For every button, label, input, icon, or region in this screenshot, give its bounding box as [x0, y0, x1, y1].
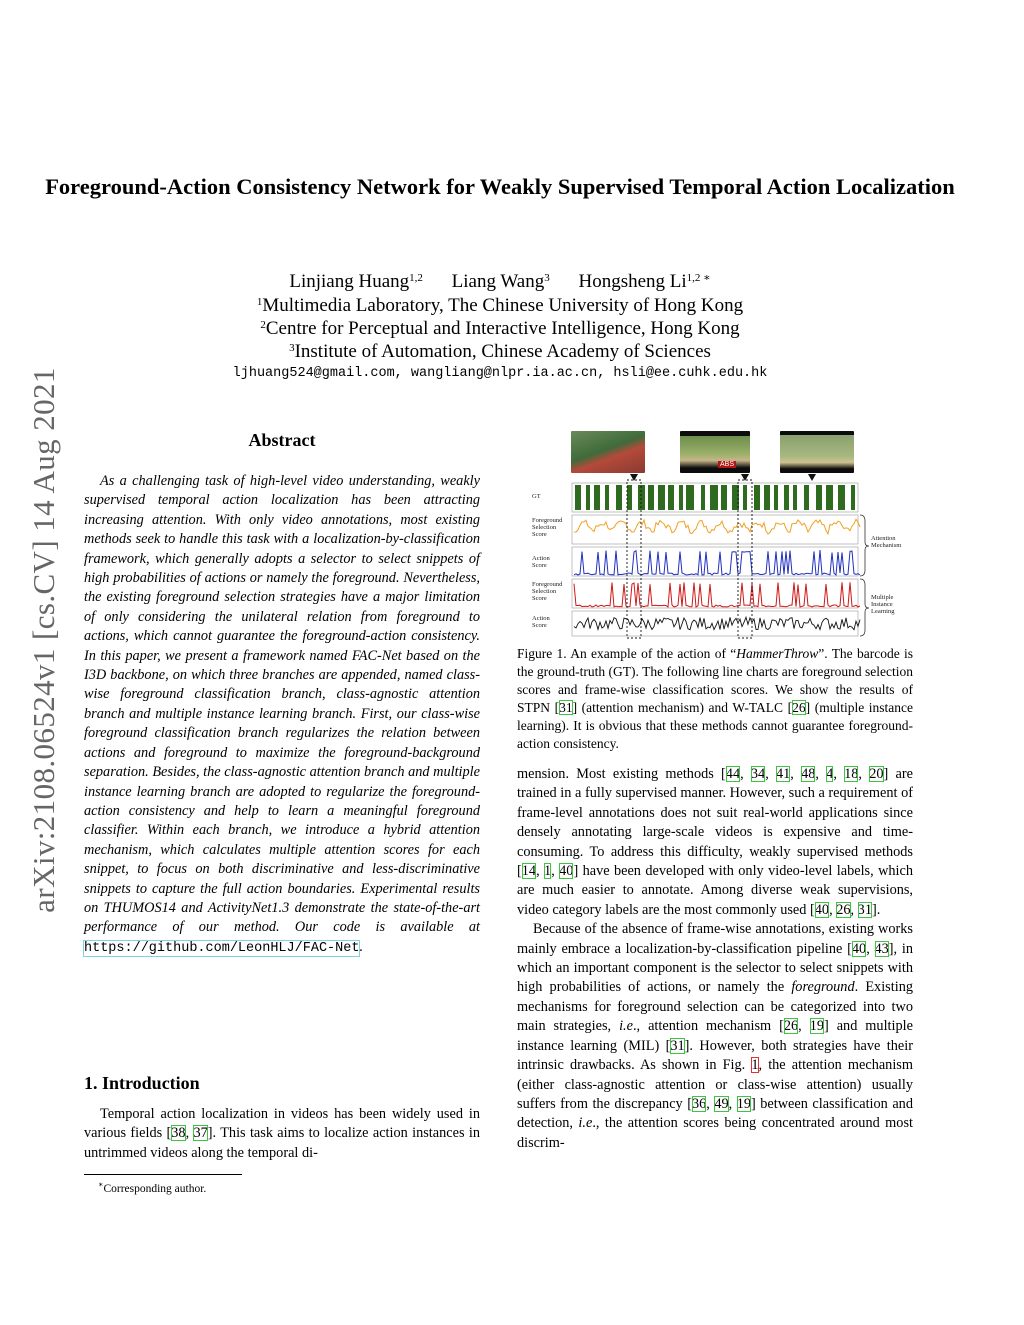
row-labels	[532, 493, 563, 629]
citation-link[interactable]: 26	[783, 1018, 799, 1035]
text-run: ,	[829, 901, 837, 918]
citation-link[interactable]: 40	[814, 901, 830, 918]
row-label: GT	[532, 493, 541, 500]
citation-link[interactable]: 43	[874, 940, 889, 957]
gt-bar	[701, 485, 705, 510]
text-run: Because of the absence of frame-wise annotations, existing works mainly embrace a localization-by-classification pipeline [	[517, 921, 913, 957]
text-run: ,	[536, 863, 545, 880]
text-run: ], in which an important component is the selector to select snippets with high probabilities of actions, or namely the	[517, 940, 913, 996]
text-run: ,	[706, 1095, 715, 1112]
citation-link[interactable]: 19	[809, 1018, 824, 1035]
gt-bar	[648, 485, 654, 510]
text-run: mension. Most existing methods [	[517, 766, 726, 782]
gt-bar	[721, 485, 727, 510]
gt-bar	[575, 485, 581, 510]
citation-link[interactable]: 49	[714, 1095, 729, 1112]
text-run: ,	[728, 1095, 737, 1112]
code-url-link[interactable]: https://github.com/LeonHLJ/FAC-Net	[84, 940, 360, 956]
author: Liang Wang$^3$	[451, 271, 550, 292]
gt-bar	[784, 485, 789, 510]
row-label: Foreground Selection Score	[532, 517, 563, 538]
text-run: . Existing mechanisms for foreground selection can be categorized into two main strategies,	[517, 979, 913, 1035]
text-run: ]. However, both strategies have their intrinsic drawbacks. As shown in Fig.	[517, 1037, 913, 1074]
group-label-attention-mechanism: Attention Mechanism	[871, 535, 902, 549]
arrow-marker	[808, 474, 816, 481]
citation-link[interactable]: 41	[775, 766, 791, 782]
citation-link[interactable]: 37	[193, 1125, 208, 1142]
plot-frame	[572, 611, 858, 636]
gt-bar	[616, 485, 622, 510]
text-run: , the attention mechanism (either class-agnostic attention or class-wise attention) usually suffers from the discrepancy [	[517, 1057, 913, 1112]
authors	[0, 267, 1000, 293]
text-run: ,	[790, 766, 802, 782]
text-run: ,	[740, 766, 751, 782]
brace	[860, 515, 869, 576]
gt-bar	[627, 485, 632, 510]
arxiv-identifier: arXiv:2108.06524v1 [cs.CV] 14 Aug 2021	[26, 367, 61, 913]
abstract-body: As a challenging task of high-level video understanding, weakly supervised temporal action localization has been attracting increasing attention. With only video annotations, most existing methods seek to handle this task with a localization-by-classification framework, which generally adopts a selector to select snippets of high probabilities of actions or namely the foreground. Nevertheless, the existing foreground selection strategies have a major limitation of only considering the unilateral relation from foreground to actions, which cannot guarantee the foreground-action consistency. In this paper, we present a framework named FAC-Net based on the I3D backbone, on which three branches are appended, named class-wise foreground classification branch, class-agnostic attention branch and multiple instance learning branch. First, our class-wise foreground classification branch regularizes the relation between actions and foreground to maximize the foreground-background separation. Besides, the class-agnostic attention branch and multiple instance learning branch are adopted to regularize the foreground-action consistency and help to learn a meaningful foreground classifier. Within each branch, we introduce a hybrid attention mechanism, which calculates multiple attention scores for each snippet, to focus on both discriminative and less-discriminative snippets to capture the full action boundaries. Experimental results on THUMOS14 and ActivityNet1.3 demonstrate the state-of-the-art performance of our method. Our code is available at https://github.com/LeonHLJ/FAC-Net.	[84, 473, 480, 956]
text-run: ] and multiple instance learning (MIL) [	[517, 1018, 913, 1054]
text-run: ,	[850, 901, 858, 918]
gt-bar	[754, 485, 760, 510]
abstract-heading: Abstract	[248, 430, 316, 450]
gt-bar	[638, 485, 645, 510]
citation-link[interactable]: 40	[559, 863, 574, 880]
citation-link[interactable]: 44	[725, 766, 741, 782]
citation-link[interactable]: 31	[857, 901, 872, 918]
author: Linjiang Huang$^{1,2}$	[289, 271, 423, 292]
text-run: ] have been developed with only video-level labels, which are much easier to annotate. Among diverse weak supervisions, video category labels are the most commonly used [	[517, 863, 914, 918]
citation-link[interactable]: 20	[869, 766, 884, 782]
text-run: ,	[833, 766, 845, 782]
citation-link[interactable]: 18	[844, 766, 859, 782]
figure-1-caption: Figure 1. An example of the action of “HammerThrow”. The barcode is the ground-truth (GT). The following line charts are foreground selection scores and frame-wise classification scores. We show the results of STPN [31] (attention mechanism) and W-TALC [26] (multiple instance learning). It is obvious that these methods cannot guarantee foreground-action consistency.	[517, 646, 914, 752]
row-label: Foreground Selection Score	[532, 581, 563, 602]
citation-link[interactable]: 26	[792, 700, 806, 716]
text-run: ,	[798, 1018, 810, 1035]
row-label: Action Score	[532, 615, 550, 629]
gt-bar	[793, 485, 797, 510]
gt-bar	[851, 485, 855, 510]
affiliation: $^1$Multimedia Laboratory, The Chinese University of Hong Kong	[256, 295, 744, 316]
emphasis: i.e	[619, 1018, 633, 1035]
citation-link[interactable]: 26	[836, 901, 851, 918]
author-emails: ljhuang524@gmail.com, wangliang@nlpr.ia.ac.cn, hsli@ee.cuhk.edu.hk	[232, 366, 768, 381]
text-run: ,	[765, 766, 776, 782]
text-run: ].	[871, 901, 881, 918]
gt-bar	[594, 485, 600, 510]
section-heading-introduction: 1. Introduction	[84, 1073, 200, 1093]
paragraph	[517, 765, 913, 920]
gt-bar	[605, 485, 609, 510]
citation-link[interactable]: 40	[851, 940, 867, 957]
citation-link[interactable]: 38	[171, 1125, 186, 1142]
gt-bar	[826, 485, 833, 510]
gt-bar	[658, 485, 665, 510]
paragraph	[517, 920, 913, 1153]
citation-link[interactable]: 48	[801, 766, 816, 782]
text-run: ] between classification and detection,	[517, 1095, 913, 1132]
frame-badge: ABS	[720, 461, 735, 468]
citation-link[interactable]: 14	[521, 863, 537, 880]
gt-bar	[710, 485, 718, 510]
citation-link[interactable]: 19	[736, 1095, 751, 1112]
gt-bar	[679, 485, 683, 510]
gt-bar	[743, 485, 747, 510]
gt-bar	[668, 485, 674, 510]
citation-link[interactable]: 4	[826, 766, 834, 782]
plot-frame	[572, 579, 858, 608]
text-run: ,	[858, 766, 870, 782]
gt-bar	[804, 485, 809, 510]
brace	[860, 579, 869, 636]
plot-frame	[572, 515, 858, 544]
gt-bar	[764, 485, 770, 510]
gt-bar	[774, 485, 778, 510]
group-label-multiple-instance-learning: Multiple Instance Learning	[871, 594, 895, 615]
footnote-rule	[84, 1174, 242, 1175]
right-column-text	[517, 765, 913, 1153]
citation-link[interactable]: 31	[559, 700, 573, 716]
gt-bar	[816, 485, 822, 510]
footnote: ∗Corresponding author.	[98, 1180, 207, 1195]
citation-link[interactable]: 31	[670, 1037, 685, 1054]
emphasis: foreground	[791, 979, 855, 996]
text-run: ,	[551, 863, 560, 880]
citation-link[interactable]: 1	[544, 863, 552, 880]
figure-1-plots	[528, 428, 908, 638]
emphasis: i.e	[578, 1115, 593, 1132]
author: Hongsheng $Li^{1,2 ∗}$	[578, 271, 711, 292]
gt-bar	[686, 485, 694, 510]
text-run: ,	[866, 940, 875, 957]
text-run: ., attention mechanism [	[632, 1018, 784, 1035]
gt-bar	[838, 485, 845, 510]
affiliation: $^3$Institute of Automation, Chinese Academy of Sciences	[289, 341, 711, 362]
paper-title: Foreground-Action Consistency Network for Weakly Supervised Temporal Action Localization	[45, 174, 955, 199]
figure-1	[528, 428, 908, 638]
gt-bar	[586, 485, 590, 510]
affiliation: $^2$Centre for Perceptual and Interactive Intelligence, Hong Kong	[260, 318, 740, 339]
text-run: ., the attention scores being concentrated around most discrim-	[517, 1115, 913, 1151]
citation-link[interactable]: 36	[691, 1095, 707, 1112]
text-run: ,	[815, 766, 827, 782]
figure-link[interactable]: 1	[751, 1057, 759, 1074]
citation-link[interactable]: 34	[750, 766, 766, 782]
row-label: Action Score	[532, 555, 550, 569]
introduction-paragraph: Temporal action localization in videos has been widely used in various fields [38, 37]. This task aims to localize action instances in untrimmed videos along the temporal di-	[84, 1106, 480, 1161]
text-run: ] are trained in a fully supervised manner. However, such a requirement of frame-level annotations does not suit real-world applications since densely annotating large-scale videos is expensive and time-consuming. To address this difficulty, weakly supervised methods [	[517, 766, 913, 880]
